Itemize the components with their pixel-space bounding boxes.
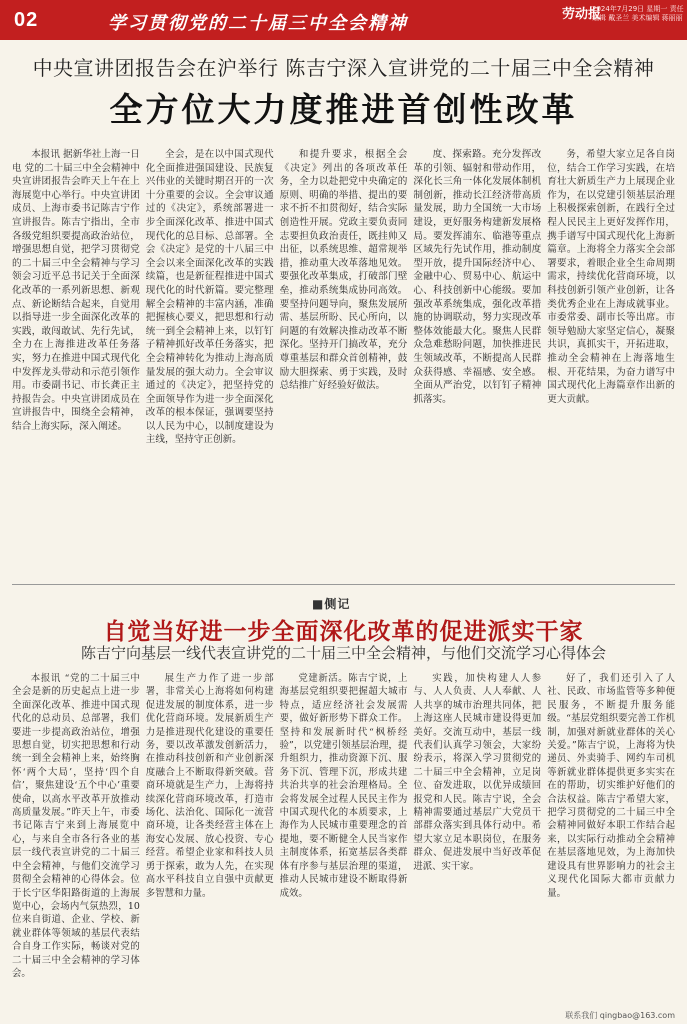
section-kicker: 学习贯彻党的二十届三中全会精神 xyxy=(108,13,408,34)
article-column xyxy=(146,672,274,1010)
column-text: 展生产力作了进一步部署，非常关心上海将如何构建促进发展的制度体系，进一步优化营商环境。发展新质生产力是推进现代化建设的重要任务，要以改革激发创新活力，在推动科技创新和产业创新深度融合上不断取得新突破。营商环境就是生产力，上海将持续深化营商环境改革，打造市场化、法治化、国际化一流营商环境，让各类经营主体在上海安心发展、放心投资、专心经营。希望企业家和科技人员勇于探索，敢为人先，在实现高水平科技自立自强中贡献更多智慧和力量。 xyxy=(145,673,274,899)
article-subhead: 中央宣讲团报告会在沪举行 陈吉宁深入宣讲党的二十届三中全会精神 xyxy=(32,56,655,80)
article-column xyxy=(146,148,274,566)
article-column xyxy=(12,672,140,1010)
column-text: 度、探索路。充分发挥改革的引领、辐射和带动作用，深化长三角一体化发展体制机制创新，推动长江经济带高质量发展，助力全国统一大市场建设，更好服务构建新发展格局。要发挥浦东、临港等重点区域先行先试作用，推动制度型开放，提升国际经济中心、金融中心、贸易中心、航运中心、科技创新中心能级。要加强改革系统集成，强化改革措施的协调联动，努力实现改革整体效能最大化。聚焦人民群众急难愁盼问题，加快推进民生领域改革，不断提高人民群众获得感、幸福感、安全感。全面从严治党，以钉钉子精神抓落实。 xyxy=(413,149,542,405)
article-column xyxy=(280,672,408,1010)
article-column xyxy=(413,672,541,1010)
article-column xyxy=(12,148,140,566)
column-text: 本报讯 据新华社上海一日电 党的二十届三中全会精神中央宣讲团报告会昨天上午在上海展览中心举行。中央宣讲团成员、上海市委书记陈吉宁作宣讲报告。陈吉宁指出，全市各级党组织要提高政治站位，增强思想自觉，把学习贯彻党的二十届三中全会精神与学习领会习近平总书记关于全面深化改革的一系列新思想、新观点、新论断结合起来，自觉用以指导进一步全面深化改革的实践，敢闯敢试、先行先试，全力在上海推进改革任务落实，努力在推进中国式现代化中发挥龙头带动和示范引领作用。市委副书记、市长龚正主持报告会。中央宣讲团成员在宣讲报告中，围绕全会精神，结合上海实际，深入阐述。 xyxy=(12,149,140,432)
masthead-banner xyxy=(0,0,687,40)
sidebar-headline: 自觉当好进一步全面深化改革的促进派实干家 xyxy=(103,618,584,645)
column-text: 本报讯 “党的二十届三中全会是新的历史起点上进一步全面深化改革、推进中国式现代化的总动员、总部署，我们要进一步提高政治站位，增强思想自觉，切实把思想和行动统一到全会精神上来，始终胸怀‘两个大局’，坚持‘四个自信’，聚焦建设‘五个中心’重要使命，以高水平改革开放推动高质量发展。”昨天上午，市委书记陈吉宁来到上海展览中心，与来自全市各行各业的基层一线代表宣讲党的二十届三中全会精神，与他们交流学习贯彻全会精神的心得体会。位于长宁区华阳路街道的上海展览中心，会场内气氛热烈，10位来自街道、企业、学校、新就业群体等领域的基层代表结合自身工作实际，畅谈对党的二十届三中全会精神的学习体会。 xyxy=(12,673,140,979)
footer-contact: 联系我们 qingbao@163.com xyxy=(565,1011,675,1020)
column-text: 和提升要求，根据全会《决定》列出的各项改革任务，全力以赴把党中央确定的原则、明确的举措、提出的要求不折不扣贯彻好，结合实际创造性开展。党政主要负责同志要担负政治责任，既挂帅又出征，以系统思维、超常规举措，推动重大改革落地见效。要强化改革集成，打破部门壁垒，推动系统集成协同高效。要坚持问题导向，聚焦发展所需、基层所盼、民心所向，以问题的有效解决推动改革不断深化。坚持开门搞改革，充分尊重基层和群众首创精神，鼓励大胆探索、勇于实践，及时总结推广好经验好做法。 xyxy=(279,149,408,392)
page-number: 02 xyxy=(14,9,39,31)
article-column xyxy=(280,148,408,566)
article-column xyxy=(413,148,541,566)
article-column xyxy=(547,672,675,1010)
article-column xyxy=(547,148,675,566)
section-divider xyxy=(12,584,675,585)
column-text: 好了，我们还引入了人社、民政、市场监管等多种便民服务，不断提升服务能级。“基层党组织要完善工作机制，加强对新就业群体的关心关爱。”陈吉宁说，上海将为快递员、外卖骑手、网约车司机等新就业群体提供更多实实在在的帮助，切实维护好他们的合法权益。陈吉宁希望大家，把学习贯彻党的二十届三中全会精神同做好本职工作结合起来，以实际行动推动全会精神在基层落地见效，为上海加快建设具有世界影响力的社会主义现代化国际大都市贡献力量。 xyxy=(547,673,675,899)
column-text: 实践，加快构建人人参与、人人负责、人人奉献、人人共享的城市治理共同体，把上海这座人民城市建设得更加美好。交流互动中，基层一线代表们认真学习领会，大家纷纷表示，将深入学习贯彻党的二十届三中全会精神，立足岗位、奋发进取，以优异成绩回报党和人民。陈吉宁说，全会精神需要通过基层广大党员干部群众落实到具体行动中。希望大家立足本职岗位，在服务群众、促进发展中当好改革促进派、实干家。 xyxy=(413,673,542,872)
column-text: 务，希望大家立足各自岗位，结合工作学习实践，在培育壮大新质生产力上展现企业作为，在以党建引领基层治理上积极探索创新，在践行全过程人民民主上更好发挥作用，携手谱写中国式现代化上海新篇章。上海将全力落实全会部署要求，着眼企业全生命周期需求，持续优化营商环境，以科技创新引领产业创新，让各类优秀企业在上海成就事业。市委常委、副市长等出席。市领导勉励大家坚定信心，凝聚共识，真抓实干，开拓进取，推动全会精神在上海落地生根、开花结果，为奋力谱写中国式现代化上海篇章作出新的更大贡献。 xyxy=(547,149,675,405)
newspaper-logo: 劳动报 xyxy=(562,7,602,22)
article-headline: 全方位大力度推进首创性改革 xyxy=(109,90,578,129)
dateline: 2024年7月29日 星期一 责任编辑 戴圣兰 美术编辑 蒋丽丽 xyxy=(592,5,684,22)
column-text: 党建新活。陈吉宁说，上海基层党组织要把握超大城市特点，适应经济社会发展需要，做好新形势下群众工作。坚持和发展新时代“枫桥经验”，以党建引领基层治理，提升组织力，推动资源下沉、服务下沉、管理下沉，形成共建共治共享的社会治理格局。全会将发展全过程人民民主作为中国式现代化的本质要求，上海作为人民城市重要理念的首提地，要不断健全人民当家作主制度体系，拓宽基层各类群体有序参与基层治理的渠道，推动人民城市建设不断取得新成效。 xyxy=(279,673,408,899)
article-body xyxy=(12,148,675,566)
sidebar-body xyxy=(12,672,675,1010)
sidebar-tag: ■侧记 xyxy=(312,597,351,611)
sidebar-subhead: 陈吉宁向基层一线代表宣讲党的二十届三中全会精神，与他们交流学习心得体会 xyxy=(80,644,606,662)
column-text: 全会，是在以中国式现代化全面推进强国建设、民族复兴伟业的关键时期召开的一次十分重要的会议。全会审议通过的《决定》，系统部署进一步全面深化改革、推进中国式现代化的总目标、总部署。全会《决定》是党的十八届三中全会以来全面深化改革的实践续篇，也是新征程推进中国式现代化的时代新篇。要完整理解全会精神的丰富内涵，准确把握核心要义，把思想和行动统一到全会精神上来，以钉钉子精神抓好改革任务落实，把全会精神转化为推动上海高质量发展的强大动力。全会审议通过的《决定》，把坚持党的全面领导作为进一步全面深化改革的根本保证，强调要坚持以人民为中心，以制度建设为主线，坚持守正创新。 xyxy=(145,149,274,446)
